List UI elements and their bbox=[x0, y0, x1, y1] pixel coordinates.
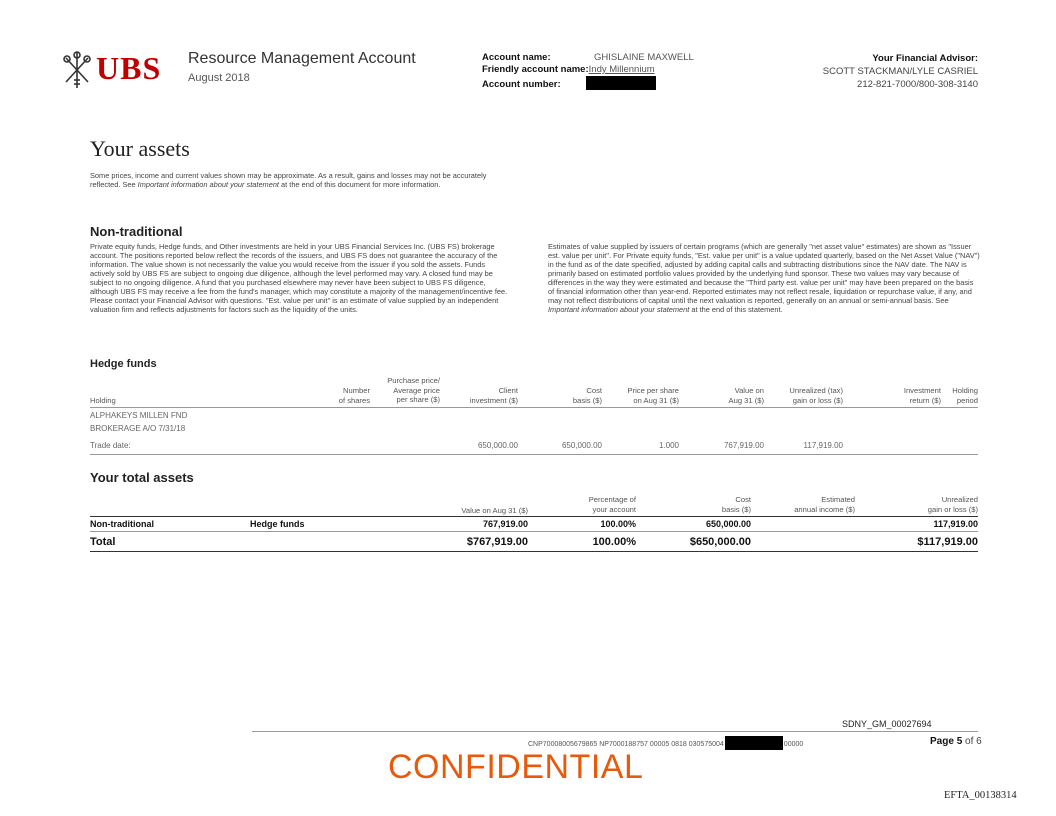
grand-total-rule bbox=[90, 551, 978, 552]
grand-total-cost: $650,000.00 bbox=[689, 536, 751, 548]
col-unrealized: Unrealized (tax) gain or loss ($) bbox=[789, 386, 843, 405]
col-value-on: Value on Aug 31 ($) bbox=[728, 386, 764, 405]
price-per-share-value: 1.000 bbox=[658, 441, 679, 450]
account-name-label: Account name: bbox=[482, 52, 551, 63]
total-header-rule bbox=[90, 516, 978, 517]
total-row-percentage: 100.00% bbox=[600, 519, 636, 529]
efta-number: EFTA_00138314 bbox=[944, 790, 1017, 801]
total-col-income: Estimated annual income ($) bbox=[794, 495, 855, 514]
bates-number: SDNY_GM_00027694 bbox=[842, 719, 932, 729]
col-shares: Number of shares bbox=[338, 386, 370, 405]
footer-code-redaction bbox=[725, 736, 783, 750]
statement-date: August 2018 bbox=[188, 72, 250, 84]
account-name: GHISLAINE MAXWELL bbox=[594, 52, 694, 63]
value-on-value: 767,919.00 bbox=[723, 441, 764, 450]
total-row-rule bbox=[90, 531, 978, 532]
total-row-unrealized: 117,919.00 bbox=[933, 519, 978, 529]
grand-total-value: $767,919.00 bbox=[466, 536, 528, 548]
ubs-logo-text: UBS bbox=[96, 50, 162, 86]
hedge-header-rule bbox=[90, 407, 978, 408]
total-col-percentage: Percentage of your account bbox=[588, 495, 636, 514]
total-col-value: Value on Aug 31 ($) bbox=[461, 506, 528, 515]
document-title: Resource Management Account bbox=[188, 50, 416, 67]
grand-total-percentage: 100.00% bbox=[592, 536, 636, 548]
ubs-keys-logo-icon bbox=[62, 50, 92, 90]
page-number: Page 5 of 6 bbox=[930, 736, 982, 747]
col-purchase-price: Purchase price/ Average price per share ($) bbox=[387, 376, 440, 404]
advisor-phones: 212-821-7000/800-308-3140 bbox=[857, 79, 978, 90]
account-number-redaction bbox=[586, 76, 656, 90]
financial-advisor bbox=[823, 52, 978, 91]
total-row-value: 767,919.00 bbox=[482, 519, 528, 529]
advisor-label: Your Financial Advisor: bbox=[872, 53, 978, 64]
hedge-funds-heading: Hedge funds bbox=[90, 358, 157, 370]
assets-intro: Some prices, income and current values shown may be approximate. As a result, gains and losses may not be accurately reflected. See Important information about your statement at the end of this document for more information. bbox=[90, 171, 487, 189]
total-col-cost: Cost basis ($) bbox=[721, 495, 751, 514]
client-investment-value: 650,000.00 bbox=[477, 441, 518, 450]
cost-basis-value: 650,000.00 bbox=[561, 441, 602, 450]
assets-heading: Your assets bbox=[90, 136, 190, 161]
advisor-names: SCOTT STACKMAN/LYLE CASRIEL bbox=[822, 66, 978, 77]
total-row-cost: 650,000.00 bbox=[705, 519, 751, 529]
account-info bbox=[482, 52, 694, 91]
trade-date-label: Trade date: bbox=[90, 441, 131, 450]
confidential-stamp: CONFIDENTIAL bbox=[388, 748, 644, 786]
holding-name-line1: ALPHAKEYS MILLEN FND bbox=[90, 411, 188, 420]
col-price-per-share: Price per share on Aug 31 ($) bbox=[627, 386, 679, 405]
col-cost-basis: Cost basis ($) bbox=[572, 386, 602, 405]
col-investment-return: Investment return ($) bbox=[903, 386, 941, 405]
col-client-investment: Client investment ($) bbox=[469, 386, 518, 405]
friendly-name-label: Friendly account name: bbox=[482, 64, 589, 75]
grand-total-label: Total bbox=[90, 536, 116, 548]
holding-name-line2: BROKERAGE A/O 7/31/18 bbox=[90, 424, 186, 433]
footer-document-code: CNP70008005679865 NP7000188757 00005 0818 030575004 00000 bbox=[528, 736, 803, 750]
col-holding-period: Holding period bbox=[952, 386, 978, 405]
total-row-category: Non-traditional bbox=[90, 519, 154, 529]
total-col-unrealized: Unrealized gain or loss ($) bbox=[927, 495, 978, 514]
total-assets-heading: Your total assets bbox=[90, 470, 194, 485]
unrealized-value: 117,919.00 bbox=[803, 441, 843, 450]
account-number-label: Account number: bbox=[482, 79, 561, 90]
friendly-name: Indy Millennium bbox=[588, 64, 655, 75]
nontraditional-left-paragraph: Private equity funds, Hedge funds, and Other investments are held in your UBS Financial Services Inc. (UBS FS) brokerage account. The positions reported below reflect the records of the issuers, and UBS FS does not guarantee the accuracy of the information. The value shown is not necessarily the value you would receive from the issuer if you sold the assets. Funds actively sold by UBS FS are subject to ongoing due diligence, although the level performed may vary. A closed fund may be subject to no ongoing diligence. A fund that you purchased elsewhere may never have been subject to UBS FS diligence, although UBS FS may receive a fee from the fund's manager, which may constitute a majority of the management/incentive fee. Please contact your Financial Advisor with questions. "Est. value per unit" is an estimate of value supplied by an independent valuation firm and reflects adjustments for factors such as the liquidity of the units. bbox=[90, 242, 508, 314]
col-holding: Holding bbox=[90, 396, 116, 405]
nontraditional-right-paragraph: Estimates of value supplied by issuers of certain programs (which are generally "net asset value" estimates) are shown as "Issuer est. value per unit". For Private equity funds, "Est. value per unit" is a value updated quarterly, based on the Net Asset Value ("NAV") in the fund as of the date specified, adjusted by adding capital calls and subtracting distributions since the NAV date. The NAV is primarily based on estimated portfolio values provided by the underlying fund sponsor. These two values may vary because of differences in the way they were estimated and because the "Third party est. value per unit" may have been prepared on the basis of financial information other than year-end. Reported estimates may not reflect resale, liquidation or repurchase value, if any, and may not reflect distributions of capital until the next valuation is reported, generally on an annual or semi-annual basis. See Important information about your statement at the end of this statement. bbox=[548, 242, 980, 314]
total-row-subcategory: Hedge funds bbox=[250, 519, 305, 529]
nontraditional-heading: Non-traditional bbox=[90, 224, 183, 239]
footer-rule bbox=[252, 731, 978, 732]
hedge-row-rule bbox=[90, 454, 978, 455]
grand-total-unrealized: $117,919.00 bbox=[917, 536, 978, 548]
